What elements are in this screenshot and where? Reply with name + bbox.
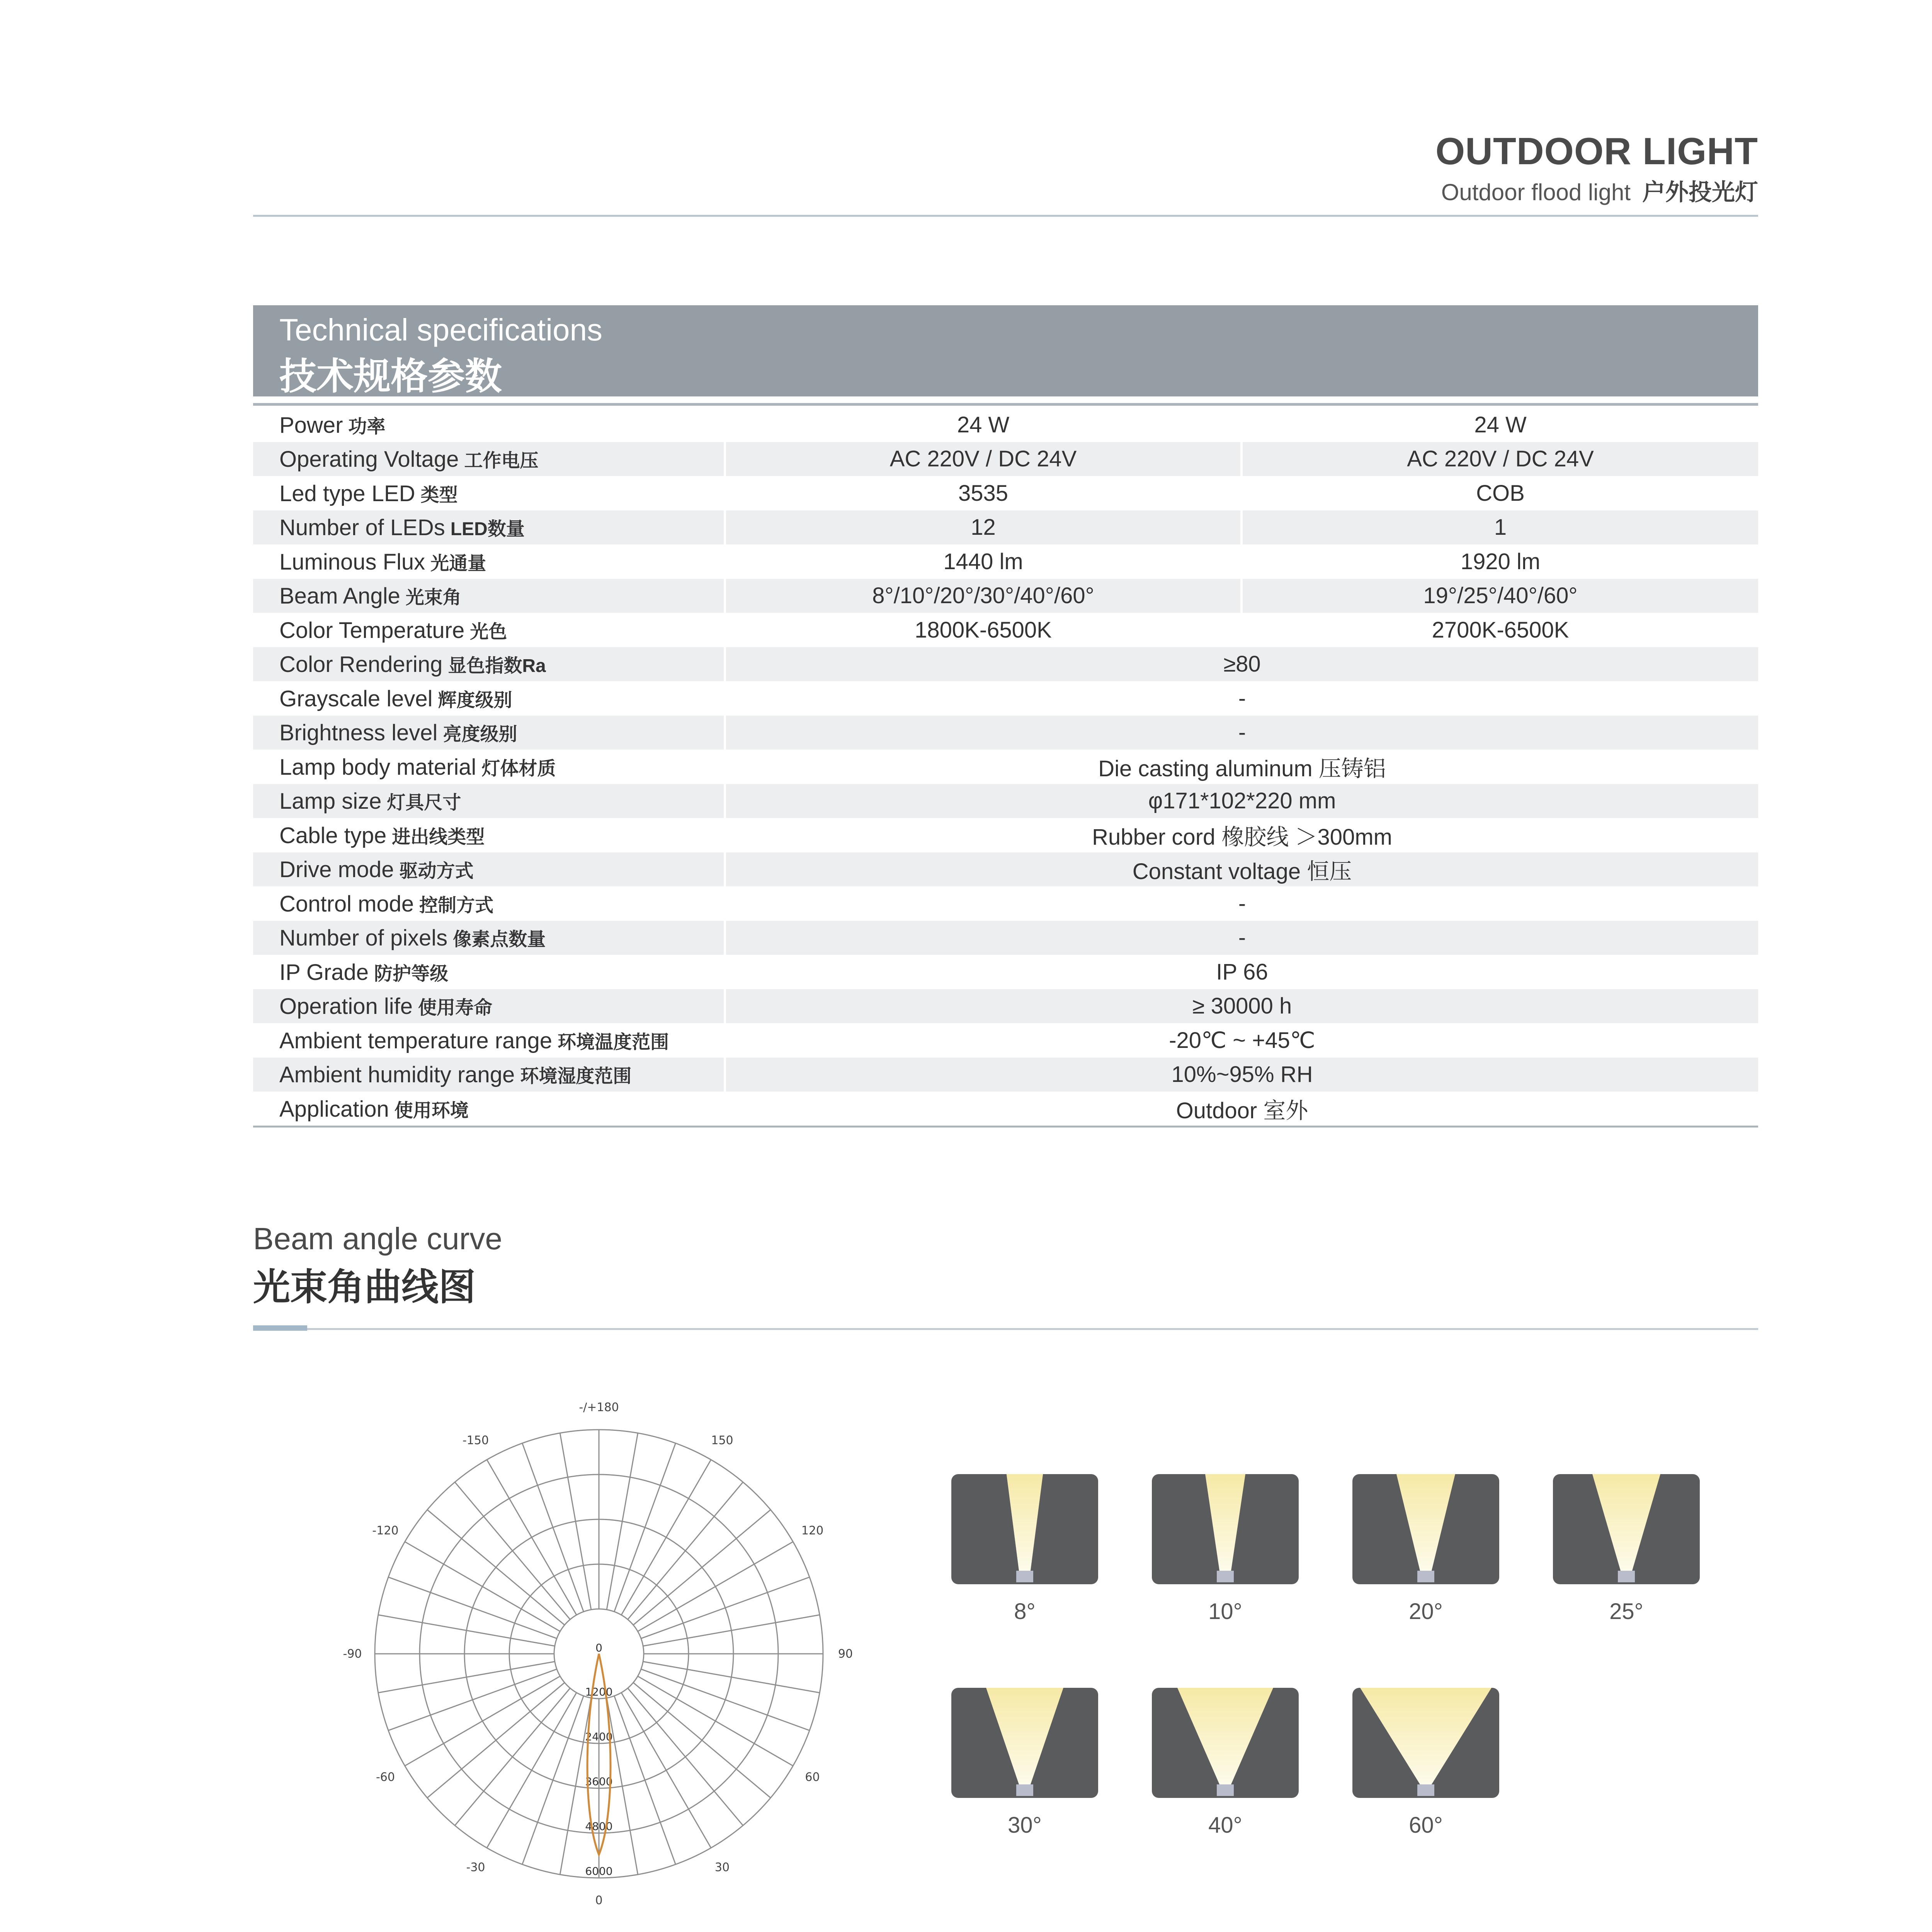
spec-row <box>253 613 1758 647</box>
spec-label <box>253 989 725 1024</box>
spec-label-en: Number of LEDs <box>279 515 445 541</box>
spec-label-zh: 类型 <box>420 485 458 505</box>
spec-heading-band <box>253 305 1758 396</box>
spec-value: Outdoor 室外 <box>725 1092 1758 1126</box>
spec-label-zh: 灯具尺寸 <box>387 793 461 813</box>
beam-angle-label: 25° <box>1609 1599 1643 1624</box>
spec-label-en: Ambient humidity range <box>279 1062 515 1088</box>
spec-label-en: Brightness level <box>279 720 438 746</box>
spec-divider <box>253 403 1758 406</box>
spec-label <box>253 886 725 921</box>
spec-label-zh: 进出线类型 <box>392 827 485 847</box>
polar-spoke <box>388 1669 557 1731</box>
beam-tile <box>1152 1474 1299 1584</box>
beam-tile <box>1152 1688 1299 1798</box>
polar-spoke <box>405 1676 560 1766</box>
spec-label-en: Control mode <box>279 891 414 917</box>
beam-tile <box>1553 1474 1700 1584</box>
spec-label-zh: 光通量 <box>430 553 486 574</box>
spec-label <box>253 716 725 750</box>
spec-value-1: 24 W <box>725 408 1242 442</box>
beam-rule-accent <box>253 1325 307 1331</box>
spec-label <box>253 1092 725 1126</box>
spec-label-zh: 辉度级别 <box>438 690 512 711</box>
spec-value-1: 8°/10°/20°/30°/40°/60° <box>725 579 1242 613</box>
polar-angle-label: -90 <box>343 1647 362 1661</box>
polar-angle-label: 120 <box>801 1524 824 1537</box>
polar-beam-diagram <box>321 1376 853 1907</box>
polar-spoke <box>621 1692 711 1848</box>
header-rule <box>253 215 1758 217</box>
spec-label-en: Color Temperature <box>279 617 465 643</box>
polar-spoke <box>628 1482 743 1619</box>
beam-angle-label: 60° <box>1409 1813 1443 1838</box>
polar-spoke <box>455 1688 570 1825</box>
polar-angle-label: 30 <box>714 1861 730 1874</box>
spec-row <box>253 955 1758 989</box>
page-title: OUTDOOR LIGHT <box>1435 130 1758 172</box>
spec-row <box>253 750 1758 784</box>
spec-label <box>253 681 725 716</box>
polar-spoke <box>621 1460 711 1615</box>
spec-row <box>253 921 1758 955</box>
spec-label-zh: 工作电压 <box>464 451 539 471</box>
spec-row <box>253 681 1758 716</box>
spec-value: - <box>725 921 1758 955</box>
polar-spoke <box>388 1577 557 1639</box>
spec-label-zh: 使用环境 <box>394 1100 469 1121</box>
spec-value: Constant voltage 恒压 <box>725 852 1758 887</box>
spec-heading-en: Technical specifications <box>279 313 602 347</box>
spec-value-2: 19°/25°/40°/60° <box>1242 579 1758 613</box>
spec-label-en: Color Rendering <box>279 652 443 677</box>
spec-row <box>253 989 1758 1024</box>
polar-angle-label: 60 <box>805 1770 820 1784</box>
spec-label-en: Drive mode <box>279 857 394 883</box>
beam-cone-icon <box>951 1474 1098 1584</box>
polar-spoke <box>378 1615 555 1646</box>
spec-label <box>253 784 725 818</box>
spec-label-zh: 像素点数量 <box>453 929 546 950</box>
spec-value-2: AC 220V / DC 24V <box>1242 442 1758 476</box>
spec-row <box>253 716 1758 750</box>
subtitle-zh: 户外投光灯 <box>1642 179 1758 205</box>
spec-value-1: 12 <box>725 510 1242 545</box>
spec-label-zh: 灯体材质 <box>481 758 556 779</box>
beam-angle-label: 30° <box>1008 1813 1042 1838</box>
spec-label-en: Lamp body material <box>279 754 476 780</box>
spec-label <box>253 647 725 682</box>
beam-rule <box>253 1328 1758 1330</box>
spec-label-en: Luminous Flux <box>279 549 425 575</box>
polar-spoke <box>378 1662 555 1693</box>
polar-spoke <box>638 1542 793 1631</box>
spec-label-zh: 使用寿命 <box>418 998 492 1019</box>
spec-value-2: 1 <box>1242 510 1758 545</box>
spec-value: - <box>725 681 1758 716</box>
polar-radial-label: 2400 <box>585 1730 613 1743</box>
spec-row <box>253 818 1758 852</box>
spec-value: - <box>725 716 1758 750</box>
spec-value: IP 66 <box>725 955 1758 989</box>
spec-label-zh: 环境温度范围 <box>558 1032 669 1053</box>
polar-spoke <box>641 1669 810 1731</box>
polar-spoke <box>607 1433 638 1610</box>
spec-value-2: 2700K-6500K <box>1242 613 1758 647</box>
polar-radial-label: 6000 <box>585 1865 613 1878</box>
spec-label-en: Ambient temperature range <box>279 1028 553 1053</box>
spec-label-en: Beam Angle <box>279 583 400 609</box>
spec-label-zh: 光束角 <box>405 587 461 608</box>
spec-label <box>253 955 725 989</box>
spec-label <box>253 818 725 852</box>
polar-spoke <box>643 1615 820 1646</box>
beam-angle-label: 10° <box>1208 1599 1242 1624</box>
spec-label <box>253 852 725 887</box>
spec-label-zh: 环境湿度范围 <box>520 1066 632 1087</box>
spec-label <box>253 1023 725 1058</box>
spec-label <box>253 579 725 613</box>
polar-spoke <box>643 1662 820 1693</box>
spec-label-en: Grayscale level <box>279 686 433 711</box>
spec-value: ≥ 30000 h <box>725 989 1758 1024</box>
spec-value-2: 1920 lm <box>1242 544 1758 579</box>
spec-label-en: Led type LED <box>279 481 415 506</box>
polar-angle-label: 150 <box>711 1434 733 1447</box>
spec-value: Rubber cord 橡胶线 ＞300mm <box>725 818 1758 852</box>
polar-spoke <box>560 1433 591 1610</box>
polar-spoke <box>455 1482 570 1619</box>
spec-row <box>253 647 1758 682</box>
polar-spoke <box>633 1683 770 1798</box>
beam-angle-label: 40° <box>1208 1813 1242 1838</box>
polar-spoke <box>628 1688 743 1825</box>
spec-label <box>253 613 725 647</box>
spec-label-en: Lamp size <box>279 789 382 814</box>
spec-label <box>253 442 725 476</box>
spec-heading-zh: 技术规格参数 <box>279 356 502 397</box>
polar-angle-label: 0 <box>595 1894 603 1907</box>
spec-label <box>253 408 725 442</box>
polar-spoke <box>487 1692 577 1848</box>
polar-spoke <box>614 1443 676 1612</box>
spec-label-zh: LED数量 <box>450 519 525 540</box>
polar-radial-label: 3600 <box>585 1775 613 1788</box>
spec-row <box>253 579 1758 613</box>
beam-angle-label: 8° <box>1014 1599 1036 1624</box>
spec-value: ≥80 <box>725 647 1758 682</box>
spec-row <box>253 1058 1758 1092</box>
spec-label-en: IP Grade <box>279 959 369 985</box>
polar-angle-label: -/+180 <box>579 1401 619 1414</box>
spec-label-en: Operation life <box>279 994 413 1019</box>
spec-label-en: Cable type <box>279 823 387 848</box>
polar-spoke <box>522 1696 584 1864</box>
polar-radial-label: 0 <box>595 1641 602 1654</box>
polar-spoke <box>638 1676 793 1766</box>
polar-spoke <box>427 1683 565 1798</box>
spec-label-zh: 驱动方式 <box>399 861 474 882</box>
spec-label <box>253 510 725 545</box>
spec-row <box>253 476 1758 510</box>
spec-value: -20℃ ~ +45℃ <box>725 1023 1758 1058</box>
spec-label-zh: 防护等级 <box>374 963 449 984</box>
spec-label-en: Application <box>279 1096 389 1122</box>
spec-label-zh: 功率 <box>348 416 386 437</box>
polar-spoke <box>427 1510 565 1625</box>
beam-heading-zh: 光束角曲线图 <box>253 1267 476 1308</box>
spec-label <box>253 921 725 955</box>
spec-label <box>253 476 725 510</box>
beam-cone-icon <box>1352 1474 1499 1584</box>
spec-value: - <box>725 886 1758 921</box>
polar-angle-label: -60 <box>376 1770 395 1784</box>
spec-label-en: Power <box>279 412 343 438</box>
spec-table <box>253 408 1758 1126</box>
polar-spoke <box>487 1460 577 1615</box>
spec-value-2: COB <box>1242 476 1758 510</box>
subtitle-en: Outdoor flood light <box>1441 179 1631 205</box>
spec-value-1: 1440 lm <box>725 544 1242 579</box>
spec-row <box>253 442 1758 476</box>
polar-angle-label: -120 <box>372 1524 399 1537</box>
spec-value: Die casting aluminum 压铸铝 <box>725 750 1758 784</box>
polar-angle-label: -150 <box>462 1434 489 1447</box>
beam-tile <box>951 1688 1098 1798</box>
spec-label-zh: 光色 <box>470 621 507 642</box>
spec-row <box>253 852 1758 887</box>
spec-bottom-rule <box>253 1126 1758 1128</box>
beam-cone-icon <box>1152 1474 1299 1584</box>
spec-row <box>253 510 1758 545</box>
spec-label-zh: 亮度级别 <box>443 724 517 745</box>
polar-spoke <box>522 1443 584 1612</box>
spec-row <box>253 408 1758 442</box>
page-subtitle <box>1159 174 1758 207</box>
spec-row <box>253 1023 1758 1058</box>
beam-heading-en: Beam angle curve <box>253 1221 502 1256</box>
spec-value-1: AC 220V / DC 24V <box>725 442 1242 476</box>
spec-row <box>253 886 1758 921</box>
beam-tile <box>1352 1688 1499 1798</box>
beam-tile <box>951 1474 1098 1584</box>
spec-label-zh: 控制方式 <box>419 895 494 916</box>
spec-label-zh: 显色指数Ra <box>448 656 546 677</box>
beam-cone-icon <box>1352 1688 1499 1798</box>
spec-value: φ171*102*220 mm <box>725 784 1758 818</box>
spec-row <box>253 784 1758 818</box>
beam-cone-icon <box>1553 1474 1700 1584</box>
spec-value-1: 1800K-6500K <box>725 613 1242 647</box>
spec-label <box>253 544 725 579</box>
polar-spoke <box>614 1696 676 1864</box>
spec-value: 10%~95% RH <box>725 1058 1758 1092</box>
beam-angle-label: 20° <box>1409 1599 1443 1624</box>
spec-value-1: 3535 <box>725 476 1242 510</box>
spec-label <box>253 1058 725 1092</box>
polar-radial-label: 1200 <box>585 1685 613 1698</box>
beam-tile <box>1352 1474 1499 1584</box>
spec-value-2: 24 W <box>1242 408 1758 442</box>
spec-row <box>253 544 1758 579</box>
spec-row <box>253 1092 1758 1126</box>
beam-cone-icon <box>1152 1688 1299 1798</box>
spec-label-en: Operating Voltage <box>279 447 459 472</box>
polar-radial-label: 4800 <box>585 1820 613 1833</box>
polar-spoke <box>405 1542 560 1631</box>
beam-cone-icon <box>951 1688 1098 1798</box>
spec-label <box>253 750 725 784</box>
polar-angle-label: 90 <box>838 1647 853 1661</box>
polar-spoke <box>633 1510 770 1625</box>
polar-angle-label: -30 <box>466 1861 485 1874</box>
spec-label-en: Number of pixels <box>279 925 448 951</box>
polar-spoke <box>641 1577 810 1639</box>
